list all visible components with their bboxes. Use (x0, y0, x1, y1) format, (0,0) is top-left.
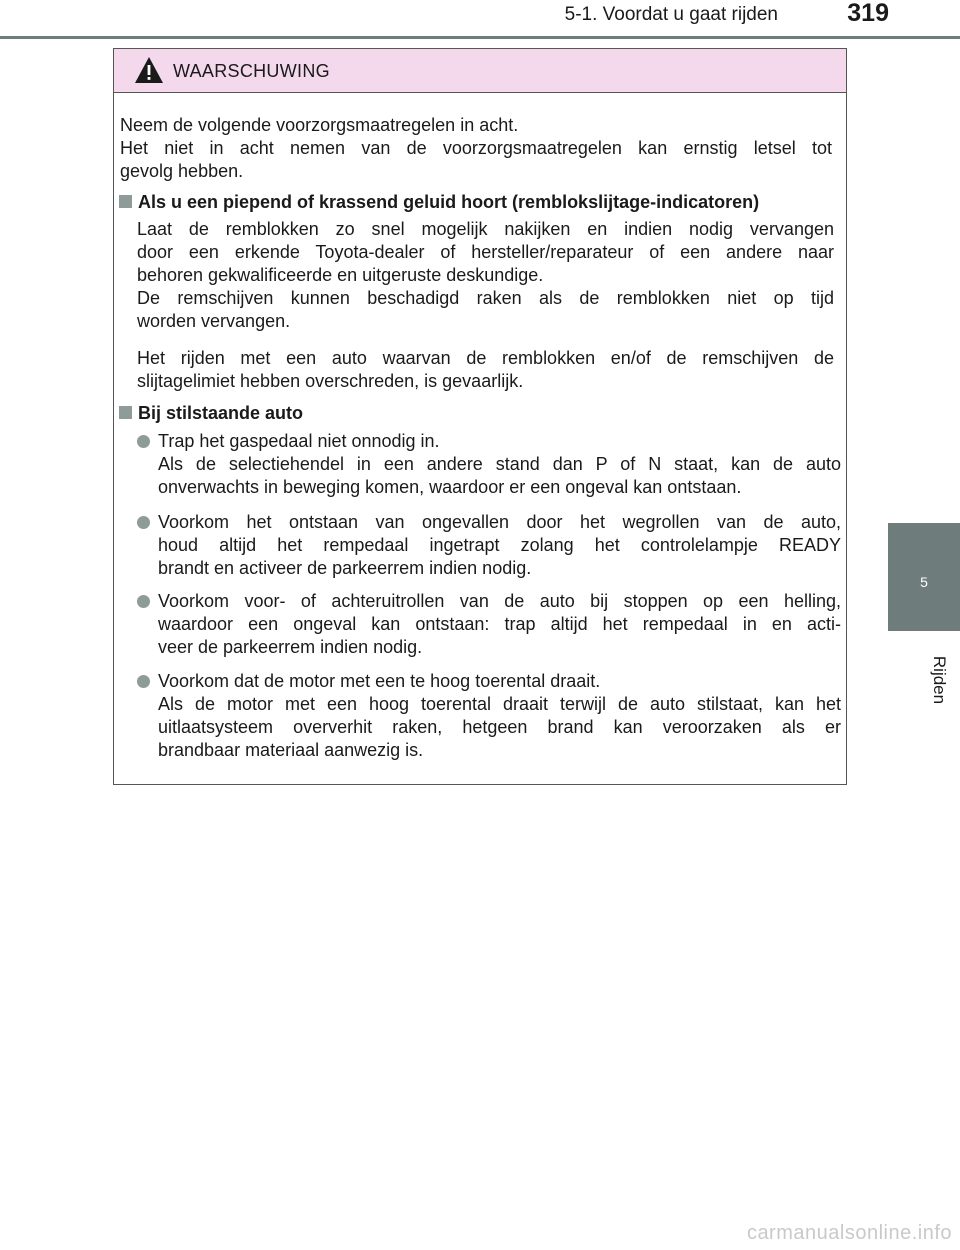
list-item (137, 590, 841, 659)
list-item-line: Als de motor met een hoog toerental draait terwijl de auto stilstaat, kan het (158, 694, 841, 714)
list-item-line: brandt en activeer de parkeerrem indien nodig. (158, 558, 532, 578)
list-item (137, 511, 841, 580)
list-item (137, 670, 841, 762)
chapter-number: 5 (920, 574, 928, 590)
warning-title: WAARSCHUWING (173, 61, 330, 81)
section-heading-brake-pads (119, 191, 759, 214)
paragraph-line: behoren gekwalificeerde en uitgeruste deskundige. (137, 265, 544, 285)
intro-line: Het niet in acht nemen van de voorzorgsmaatregelen kan ernstig letsel tot (120, 138, 832, 158)
section-heading-stationary (119, 402, 303, 425)
intro-line: gevolg hebben. (120, 161, 244, 181)
paragraph (137, 347, 834, 393)
paragraph (137, 218, 834, 333)
list-item (137, 430, 841, 499)
round-bullet-icon (137, 435, 150, 448)
list-item-line: uitlaatsysteem oververhit raken, hetgeen brand kan veroorzaken als er (158, 717, 841, 737)
paragraph-line: Het rijden met een auto waarvan de remblokken en/of de remschijven de (137, 348, 834, 368)
chapter-label-text: Rijden (930, 655, 949, 705)
round-bullet-icon (137, 516, 150, 529)
list-item-line: Als de selectiehendel in een andere stand dan P of N staat, kan de auto (158, 454, 841, 474)
round-bullet-icon (137, 595, 150, 608)
header-divider (0, 36, 960, 39)
paragraph-line: worden vervangen. (137, 311, 291, 331)
paragraph-line: Laat de remblokken zo snel mogelijk nakijken en indien nodig vervangen (137, 219, 834, 239)
list-item-line: Voorkom dat de motor met een te hoog toerental draait. (158, 671, 601, 691)
list-item-line: veer de parkeerrem indien nodig. (158, 637, 423, 657)
list-item-line: brandbaar materiaal aanwezig is. (158, 740, 424, 760)
round-bullet-icon (137, 675, 150, 688)
warning-triangle-icon (134, 56, 164, 84)
warning-intro (120, 114, 832, 183)
paragraph-line: De remschijven kunnen beschadigd raken als de remblokken niet op tijd (137, 288, 834, 308)
warning-header (114, 49, 846, 93)
intro-line: Neem de volgende voorzorgsmaatregelen in acht. (120, 115, 519, 135)
list-item-line: onverwachts in beweging komen, waardoor er een ongeval kan ontstaan. (158, 477, 742, 497)
section-heading-text: Als u een piepend of krassend geluid hoort (remblokslijtage-indicatoren) (138, 192, 760, 212)
list-item-line: Trap het gaspedaal niet onnodig in. (158, 431, 440, 451)
warning-box (113, 48, 847, 785)
list-item-line: houd altijd het rempedaal ingetrapt zolang het controlelampje READY (158, 535, 841, 555)
list-item-line: Voorkom voor- of achteruitrollen van de auto bij stoppen op een helling, (158, 591, 841, 611)
watermark: carmanualsonline.info (746, 1222, 952, 1244)
list-item-line: waardoor een ongeval kan ontstaan: trap altijd het rempedaal in en acti- (158, 614, 841, 634)
paragraph-line: slijtagelimiet hebben overschreden, is gevaarlijk. (137, 371, 524, 391)
paragraph-line: door een erkende Toyota-dealer of hersteller/reparateur of een andere naar (137, 242, 834, 262)
square-bullet-icon (119, 195, 132, 208)
list-item-line: Voorkom het ontstaan van ongevallen door het wegrollen van de auto, (158, 512, 841, 532)
section-heading-text: Bij stilstaande auto (138, 403, 304, 423)
page-number: 319 (847, 0, 889, 27)
section-title: 5-1. Voordat u gaat rijden (564, 4, 778, 25)
chapter-label (928, 645, 950, 715)
square-bullet-icon (119, 406, 132, 419)
